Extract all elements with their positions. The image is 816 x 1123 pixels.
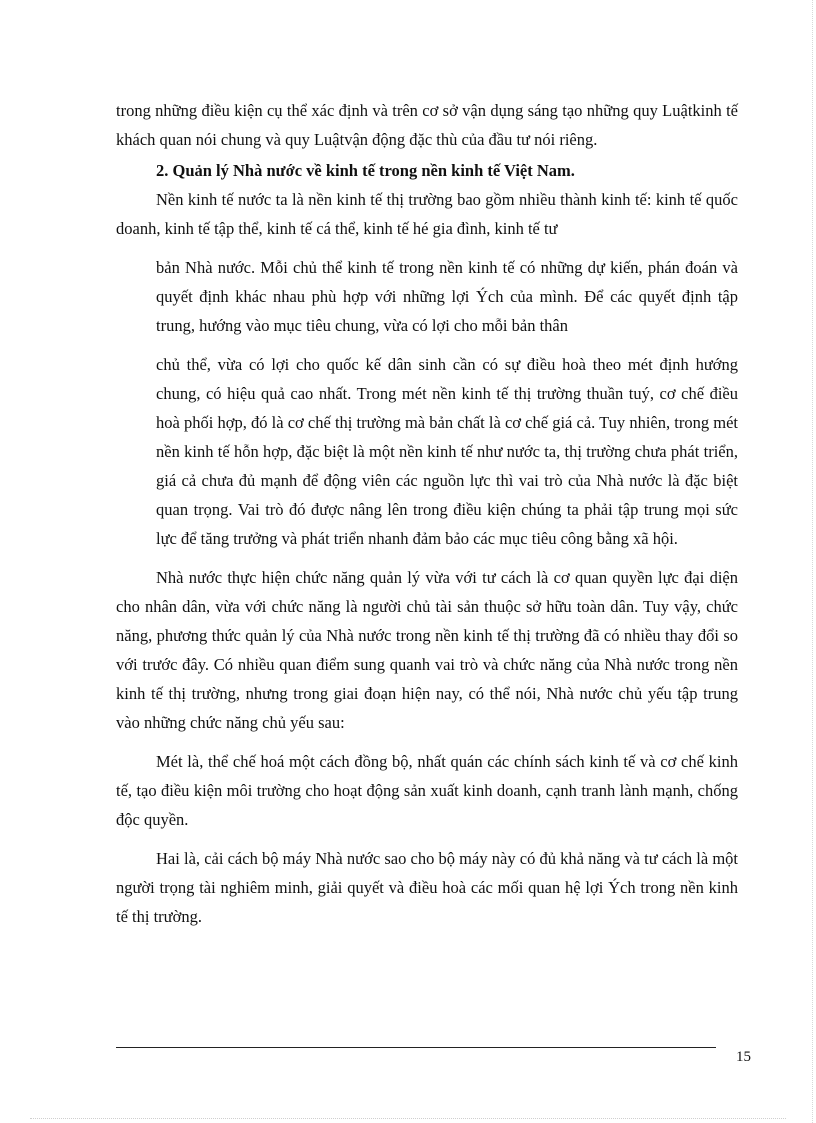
- section-heading: 2. Quản lý Nhà nước về kinh tế trong nền kinh tế Việt Nam.: [156, 161, 575, 180]
- paragraph-state-functions: Nhà nước thực hiện chức năng quản lý vừa với tư cách là cơ quan quyền lực đại diện cho nhân dân, vừa với chức năng là người chủ tài sản thuộc sở hữu toàn dân. Tuy vậy, chức năng, phương thức quản lý của Nhà nước trong nền kinh tế thị trường đã có nhiều thay đổi so với trước đây. Có nhiều quan điểm sung quanh vai trò và chức năng của Nhà nước trong nền kinh tế thị trường, nhưng trong giai đoạn hiện nay, có thể nói, Nhà nước chủ yếu tập trung vào những chức năng chủ yếu sau:: [116, 568, 738, 732]
- page-number: 15: [736, 1049, 751, 1065]
- body-text: [116, 96, 738, 931]
- paragraph-state-role: chủ thể, vừa có lợi cho quốc kế dân sinh cần có sự điều hoà theo mét định hướng chung, có hiệu quả cao nhất. Trong mét nền kinh tế thị trường thuần tuý, cơ chế điều hoà phối hợp, đó là cơ chế thị trường mà bản chất là cơ chế giá cả. Tuy nhiên, trong mét nền kinh tế hỗn hợp, đặc biệt là một nền kinh tế như nước ta, thị trường chưa phát triển, giá cả chưa đủ mạnh để động viên các nguồn lực thì vai trò của Nhà nước là đặc biệt quan trọng. Vai trò đó được nâng lên trong điều kiện chúng ta phải tập trung mọi sức lực để tăng trưởng và phát triển nhanh đảm bảo các mục tiêu công bằng xã hội.: [156, 355, 738, 548]
- paragraph-first-function: Mét là, thể chế hoá một cách đồng bộ, nhất quán các chính sách kinh tế và cơ chế kinh tế, tạo điều kiện môi trường cho hoạt động sản xuất kinh doanh, cạnh tranh lành mạnh, chống độc quyền.: [116, 752, 738, 829]
- footer-divider: [116, 1047, 716, 1048]
- paragraph-second-function: Hai là, cải cách bộ máy Nhà nước sao cho bộ máy này có đủ khả năng và tư cách là một người trọng tài nghiêm minh, giải quyết và điều hoà các mối quan hệ lợi Ých trong nền kinh tế thị trường.: [116, 849, 738, 926]
- page-bottom-edge: [30, 1118, 786, 1119]
- page-right-edge: [812, 0, 813, 1123]
- paragraph-continuation: trong những điều kiện cụ thể xác định và trên cơ sở vận dụng sáng tạo những quy Luậtkinh tế khách quan nói chung và quy Luậtvận động đặc thù của đầu tư nói riêng.: [116, 101, 738, 149]
- paragraph-economic-actors: bản Nhà nước. Mỗi chủ thể kinh tế trong nền kinh tế có những dự kiến, phán đoán và quyết định khác nhau phù hợp với những lợi Ých của mình. Để các quyết định tập trung, hướng vào mục tiêu chung, vừa có lợi cho mỗi bản thân: [156, 258, 738, 335]
- paragraph-economy-sectors: Nền kinh tế nước ta là nền kinh tế thị trường bao gồm nhiều thành kinh tế: kinh tế quốc doanh, kinh tế tập thể, kinh tế cá thể, kinh tế hé gia đình, kinh tế tư: [116, 190, 738, 238]
